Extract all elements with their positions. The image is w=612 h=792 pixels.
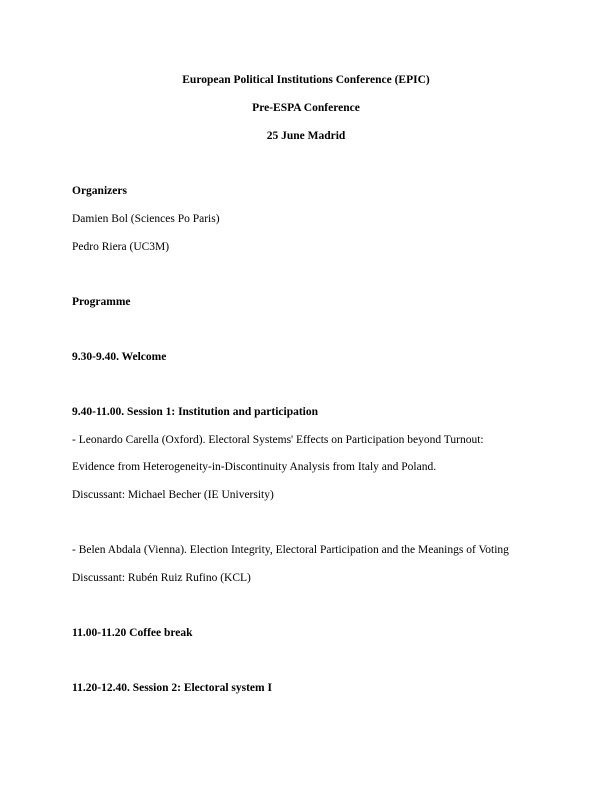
session1-paper1-line2: Evidence from Heterogeneity-in-Discontinuity Analysis from Italy and Poland. (72, 461, 437, 473)
programme-heading: Programme (72, 296, 131, 308)
welcome-slot: 9.30-9.40. Welcome (72, 351, 167, 363)
session1-paper1-line1: - Leonardo Carella (Oxford). Electoral Systems' Effects on Participation beyond Turnout: (72, 434, 484, 446)
session2-heading: 11.20-12.40. Session 2: Electoral system I (72, 682, 272, 694)
organizer-item: Damien Bol (Sciences Po Paris) (72, 213, 220, 225)
organizer-item: Pedro Riera (UC3M) (72, 241, 170, 253)
organizers-heading: Organizers (72, 185, 127, 197)
session1-paper1-discussant: Discussant: Michael Becher (IE University) (72, 489, 274, 501)
coffee-break-slot: 11.00-11.20 Coffee break (72, 627, 193, 639)
session1-paper2-line1: - Belen Abdala (Vienna). Election Integrity, Electoral Participation and the Meanings of Voting (72, 544, 509, 556)
conference-subtitle: Pre-ESPA Conference (252, 102, 360, 114)
session1-heading: 9.40-11.00. Session 1: Institution and participation (72, 406, 319, 418)
conference-date-location: 25 June Madrid (266, 130, 346, 142)
conference-title: European Political Institutions Conference (EPIC) (182, 74, 430, 86)
session1-paper2-discussant: Discussant: Rubén Ruiz Rufino (KCL) (72, 572, 251, 584)
